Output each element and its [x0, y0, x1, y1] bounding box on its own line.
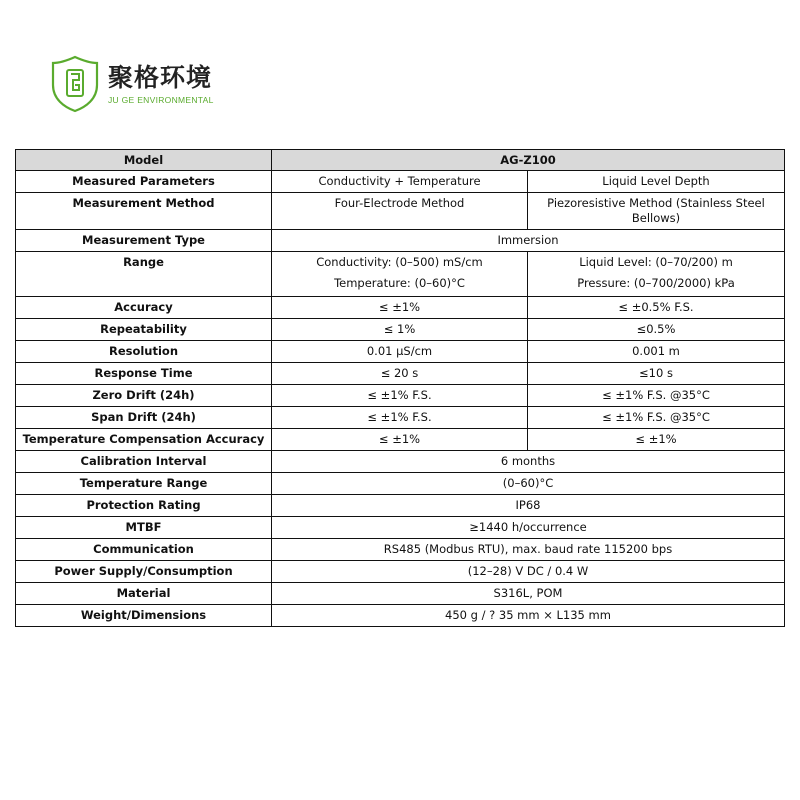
row-label: Measurement Method [16, 193, 272, 230]
cell-value: RS485 (Modbus RTU), max. baud rate 115200 bps [272, 539, 785, 561]
cell-conductivity: Four-Electrode Method [272, 193, 528, 230]
range-line: Pressure: (0–700/2000) kPa [577, 276, 735, 290]
cell-conductivity: ≤ ±1% [272, 429, 528, 451]
table-row [16, 407, 785, 429]
row-label: Calibration Interval [16, 451, 272, 473]
cell-conductivity: Conductivity + Temperature [272, 171, 528, 193]
table-row [16, 252, 785, 297]
row-label: Measured Parameters [16, 171, 272, 193]
cell-level: ≤10 s [528, 363, 785, 385]
cell-level: ≤ ±1% F.S. @35°C [528, 385, 785, 407]
brand-logo [50, 55, 214, 113]
row-label: Weight/Dimensions [16, 605, 272, 627]
table-row [16, 193, 785, 230]
row-label: Repeatability [16, 319, 272, 341]
cell-value: S316L, POM [272, 583, 785, 605]
row-label: Span Drift (24h) [16, 407, 272, 429]
row-label: Communication [16, 539, 272, 561]
cell-level: ≤ ±1% F.S. @35°C [528, 407, 785, 429]
row-label: Temperature Range [16, 473, 272, 495]
cell-level: 0.001 m [528, 341, 785, 363]
cell-value: (0–60)°C [272, 473, 785, 495]
cell-level [528, 252, 785, 297]
row-label: Accuracy [16, 297, 272, 319]
table-row [16, 171, 785, 193]
row-label: Range [16, 252, 272, 297]
cell-conductivity: ≤ ±1% F.S. [272, 385, 528, 407]
cell-level: Liquid Level Depth [528, 171, 785, 193]
cell-conductivity: 0.01 μS/cm [272, 341, 528, 363]
spec-table [15, 149, 785, 627]
table-row [16, 605, 785, 627]
table-header-row [16, 150, 785, 171]
table-row [16, 297, 785, 319]
table-row [16, 451, 785, 473]
header-label: Model [16, 150, 272, 171]
cell-level: ≤0.5% [528, 319, 785, 341]
table-row [16, 539, 785, 561]
model-value: AG-Z100 [272, 150, 785, 171]
row-label: Temperature Compensation Accuracy [16, 429, 272, 451]
table-row [16, 561, 785, 583]
cell-level: ≤ ±0.5% F.S. [528, 297, 785, 319]
cell-conductivity: ≤ ±1% F.S. [272, 407, 528, 429]
row-label: Protection Rating [16, 495, 272, 517]
cell-value: Immersion [272, 230, 785, 252]
cell-conductivity: ≤ ±1% [272, 297, 528, 319]
cell-conductivity: ≤ 20 s [272, 363, 528, 385]
table-row [16, 583, 785, 605]
brand-name-cn: 聚格环境 [108, 63, 213, 92]
row-label: MTBF [16, 517, 272, 539]
brand-name-en: JU GE ENVIRONMENTAL [108, 95, 214, 105]
cell-value: (12–28) V DC / 0.4 W [272, 561, 785, 583]
table-row [16, 230, 785, 252]
range-line: Temperature: (0–60)°C [334, 276, 465, 290]
table-row [16, 341, 785, 363]
table-row [16, 495, 785, 517]
row-label: Measurement Type [16, 230, 272, 252]
row-label: Response Time [16, 363, 272, 385]
shield-logo-icon [50, 55, 100, 113]
table-row [16, 385, 785, 407]
cell-value: 450 g / ? 35 mm × L135 mm [272, 605, 785, 627]
cell-conductivity: ≤ 1% [272, 319, 528, 341]
table-row [16, 517, 785, 539]
range-line: Conductivity: (0–500) mS/cm [316, 255, 483, 269]
table-row [16, 319, 785, 341]
cell-level: Piezoresistive Method (Stainless Steel Bellows) [528, 193, 785, 230]
cell-value: 6 months [272, 451, 785, 473]
table-row [16, 429, 785, 451]
range-line: Liquid Level: (0–70/200) m [579, 255, 733, 269]
cell-level: ≤ ±1% [528, 429, 785, 451]
row-label: Power Supply/Consumption [16, 561, 272, 583]
cell-conductivity [272, 252, 528, 297]
row-label: Material [16, 583, 272, 605]
table-row [16, 363, 785, 385]
row-label: Zero Drift (24h) [16, 385, 272, 407]
table-row [16, 473, 785, 495]
cell-value: ≥1440 h/occurrence [272, 517, 785, 539]
cell-value: IP68 [272, 495, 785, 517]
row-label: Resolution [16, 341, 272, 363]
